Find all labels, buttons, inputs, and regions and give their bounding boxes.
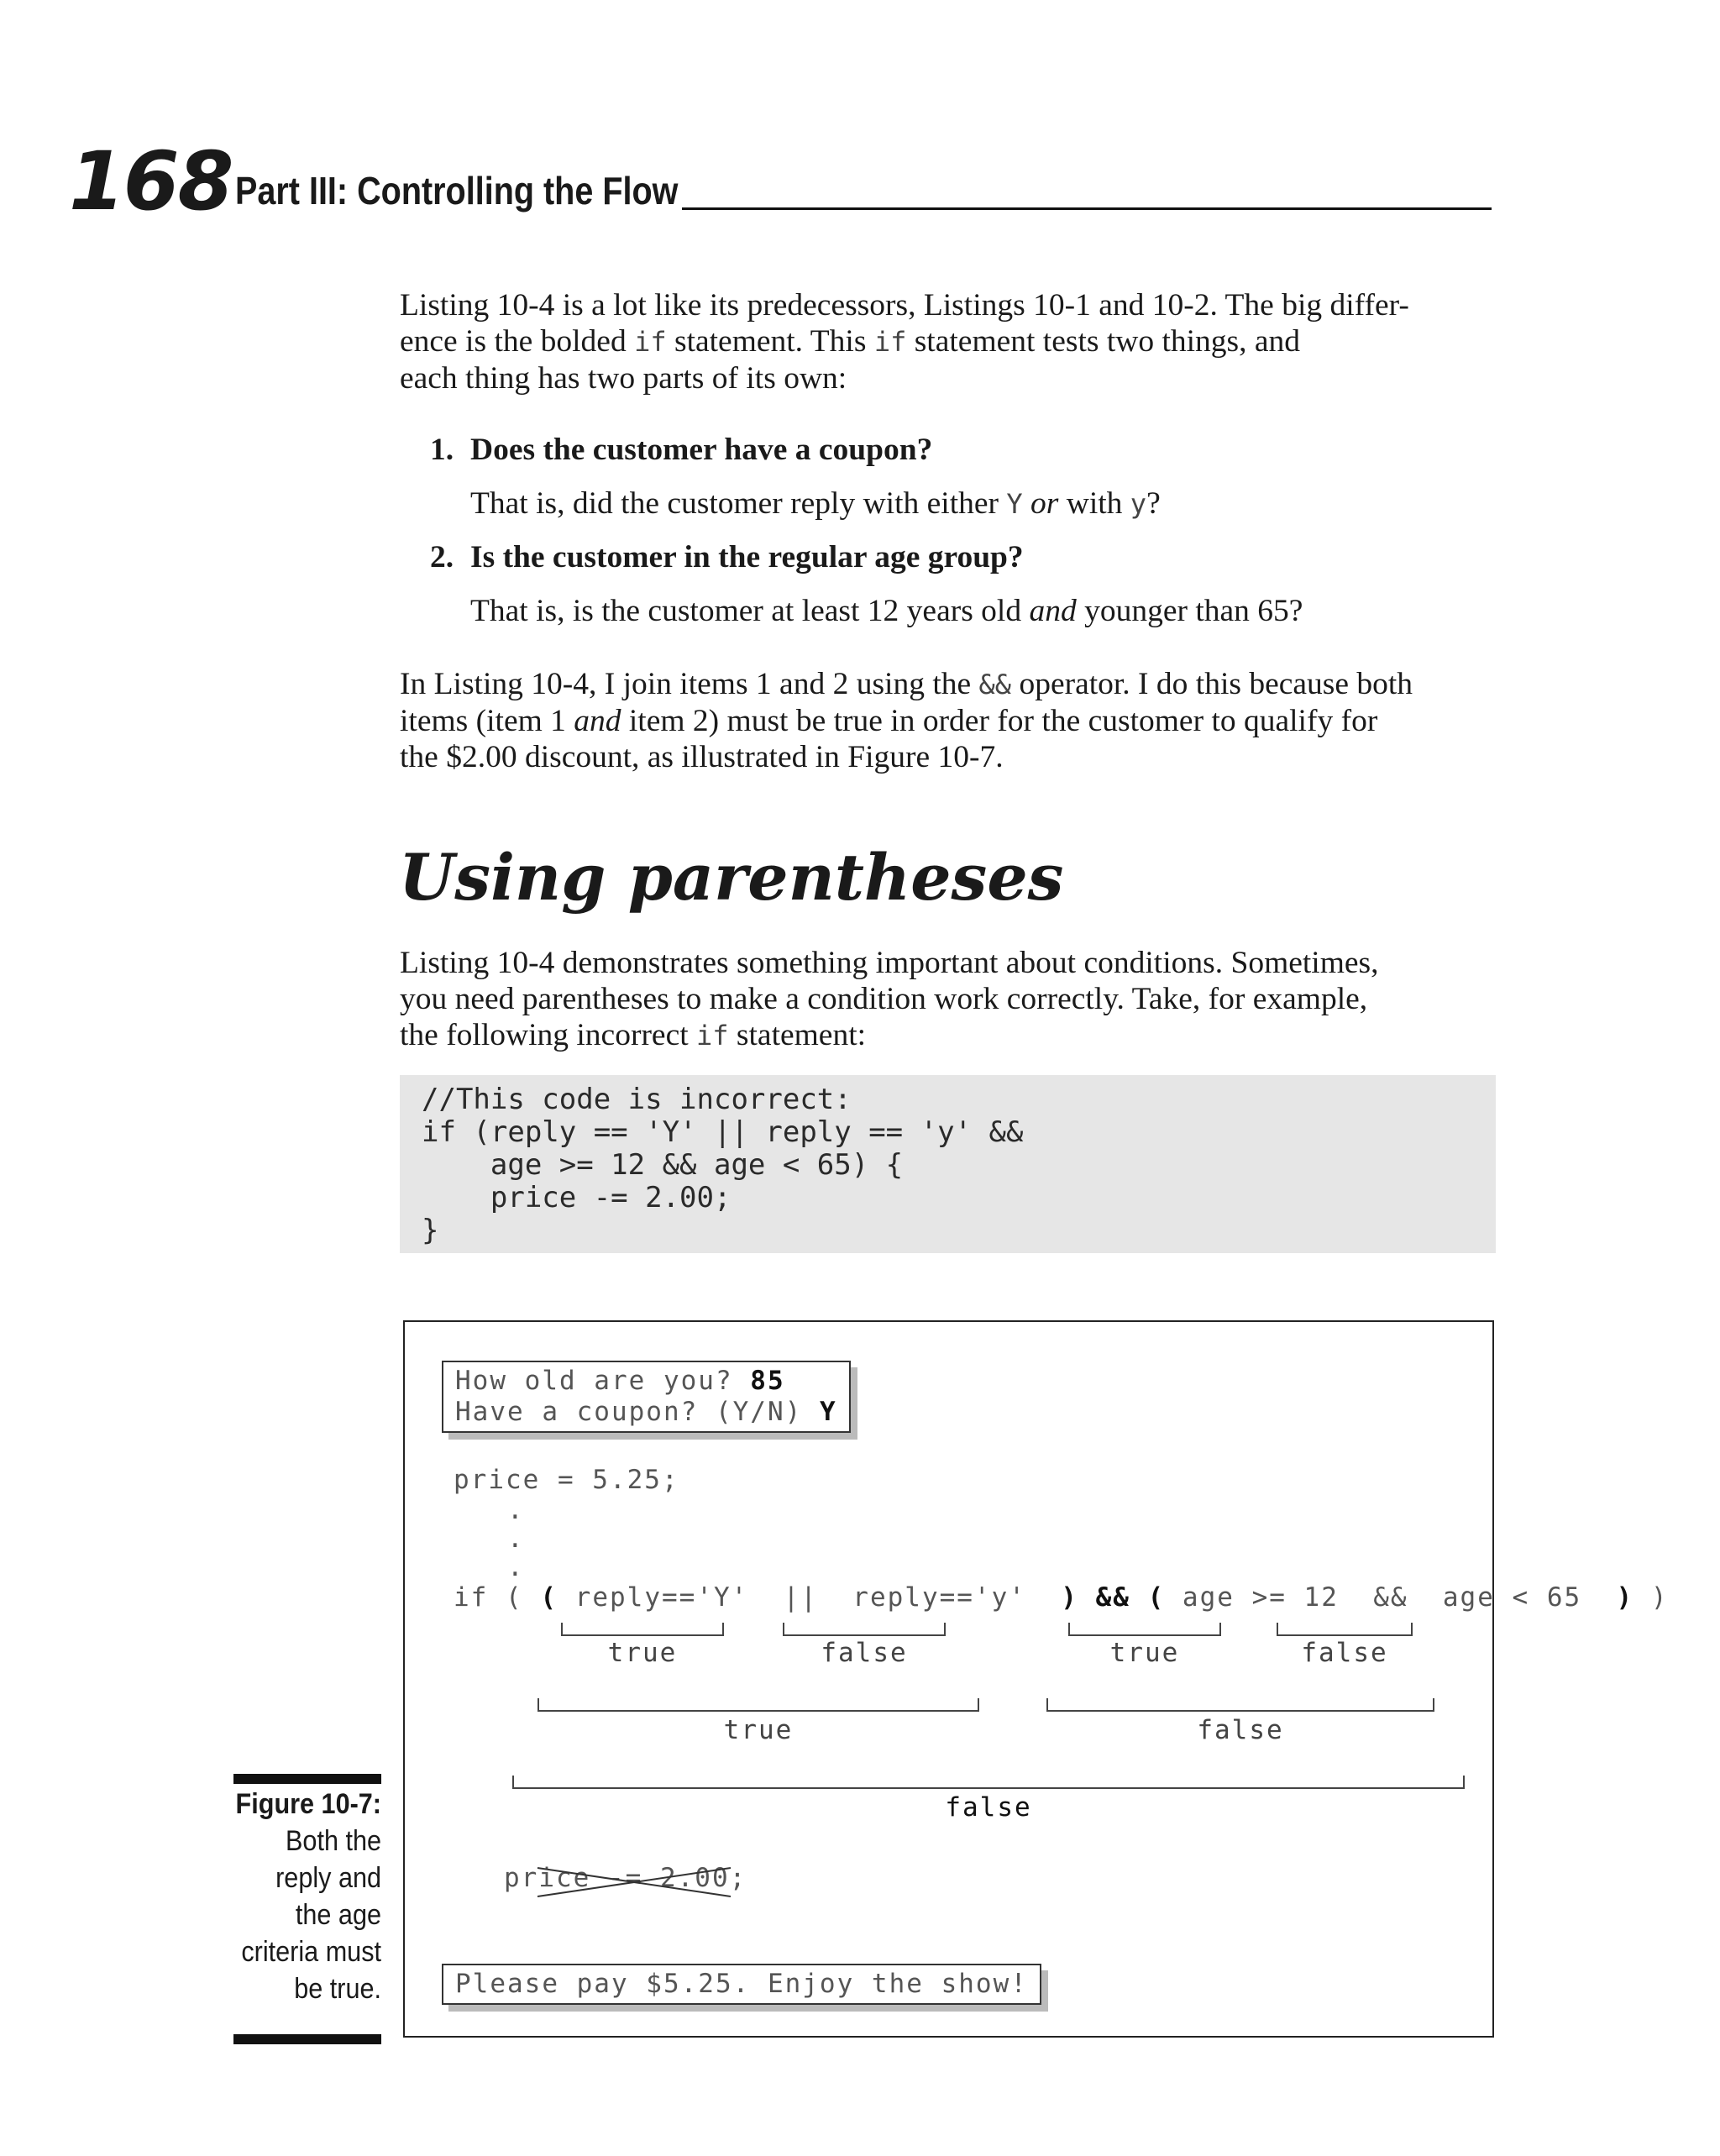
intro-line-2: ence is the bolded if statement. This if statement tests two things, and [400, 324, 1301, 359]
inline-code-if: if [696, 1020, 729, 1052]
bracket-reply-group [538, 1698, 979, 1712]
inline-code-if: if [634, 326, 667, 358]
skipped-statement: price -= 2.00; [504, 1863, 747, 1893]
ellipsis-dot: . [507, 1524, 525, 1554]
caption-title: Figure 10-7: [235, 1788, 381, 1820]
inline-code-if: if [873, 326, 907, 358]
caption-line: reply and [275, 1862, 381, 1894]
header-rule [682, 207, 1492, 210]
code-line: age >= 12 && age < 65) { [422, 1148, 904, 1182]
list-item-2-title: Is the customer in the regular age group? [470, 540, 1024, 574]
inline-code-and: && [978, 669, 1012, 700]
bracket-whole-condition [512, 1776, 1465, 1789]
page-number: 168 [69, 134, 233, 228]
list-item-2-num: 2. [430, 540, 454, 574]
list-item-1-num: 1. [430, 433, 454, 467]
code-line: price -= 2.00; [422, 1181, 732, 1214]
eval-label: true [607, 1638, 678, 1668]
bracket-reply-Y [561, 1623, 724, 1636]
code-block [400, 1075, 1496, 1253]
eval-label: true [1109, 1638, 1180, 1668]
eval-label: true [723, 1715, 794, 1745]
eval-label: false [1197, 1715, 1284, 1745]
ellipsis-dot: . [507, 1495, 525, 1525]
list-item-2-detail: That is, is the customer at least 12 years old and younger than 65? [470, 594, 1303, 628]
eval-final-label: false [945, 1792, 1032, 1823]
console-output-box: Please pay $5.25. Enjoy the show! [442, 1964, 1041, 2005]
bracket-age-max [1277, 1623, 1413, 1636]
intro-paragraph [400, 287, 1496, 396]
struck-price-statement [504, 1863, 747, 1893]
caption-rule-bottom [233, 2034, 381, 2044]
bracket-reply-y [783, 1623, 946, 1636]
section-heading: Using parentheses [399, 840, 1064, 915]
caption-line: the age [295, 1899, 381, 1931]
eval-label: false [1301, 1638, 1388, 1668]
list-item-1-title: Does the customer have a coupon? [470, 433, 933, 467]
code-line: } [422, 1214, 439, 1247]
figure-caption [211, 1786, 381, 2007]
caption-line: be true. [294, 1973, 381, 2005]
intro-line-1: Listing 10-4 is a lot like its predecessors, Listings 10-1 and 10-2. The big differ- [400, 288, 1409, 323]
bracket-age-min [1068, 1623, 1221, 1636]
price-assignment: price = 5.25; [454, 1465, 679, 1495]
if-condition: if ( ( reply=='Y' || reply=='y' ) && ( age >= 12 && age < 65 ) ) [454, 1582, 1669, 1613]
cross-out-icon [534, 1863, 736, 1902]
section-paragraph: Listing 10-4 demonstrates something important about conditions. Sometimes, you need parentheses to make a condition work correctly. Take, for example, the following incorrect if statement: [400, 946, 1379, 1052]
join-paragraph: In Listing 10-4, I join items 1 and 2 using the && operator. I do this because both items (item 1 and item 2) must be true in order for the customer to qualify for the $2.00 discount, as illustrated in Figure 10-7. [400, 667, 1413, 774]
code-line: //This code is incorrect: [422, 1083, 852, 1116]
ellipsis-dot: . [507, 1552, 525, 1582]
list-item-1-detail: That is, did the customer reply with either Y or with y? [470, 486, 1161, 521]
caption-line: Both the [286, 1825, 381, 1857]
console-input-box: How old are you? 85 Have a coupon? (Y/N) Y [442, 1361, 851, 1433]
eval-label: false [821, 1638, 908, 1668]
caption-rule-top [233, 1774, 381, 1784]
code-line: if (reply == 'Y' || reply == 'y' && [422, 1115, 1024, 1149]
part-title: Part III: Controlling the Flow [235, 169, 679, 212]
bracket-age-group [1046, 1698, 1434, 1712]
caption-line: criteria must [241, 1936, 381, 1968]
intro-line-3: each thing has two parts of its own: [400, 361, 847, 396]
